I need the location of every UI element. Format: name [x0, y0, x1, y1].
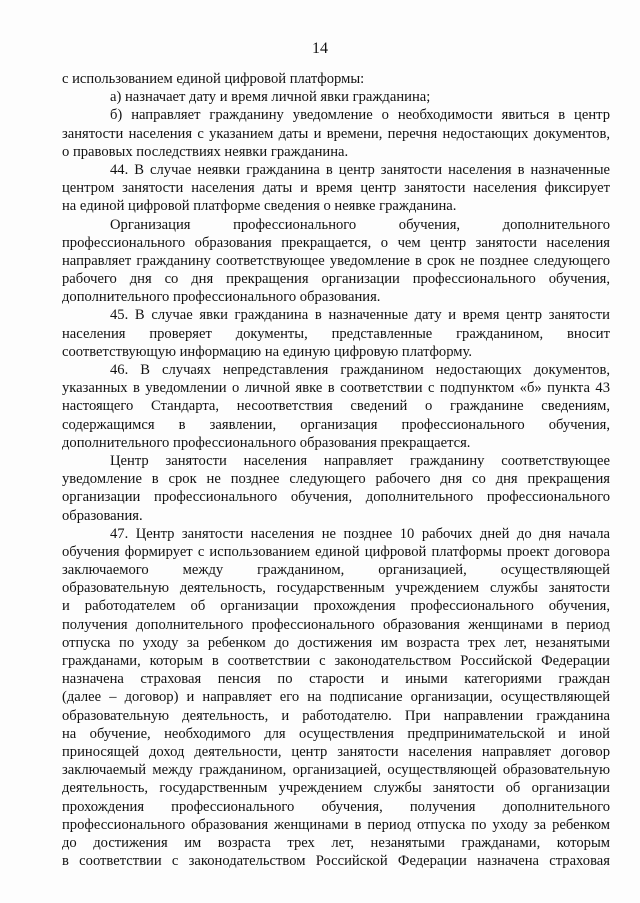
text-line: 44. В случае неявки гражданина в центр занятости населения в назначенные: [110, 161, 610, 178]
text-line: рабочего дня со дня прекращения организации профессионального обучения,: [62, 271, 610, 288]
text-line: заключаемого между гражданином, организацией, осуществляющей: [62, 562, 610, 579]
text-line: образовательную деятельность, и работодателю. При направлении гражданина: [62, 707, 610, 724]
text-line: обучения формирует с использованием единой цифровой платформы проект договора: [62, 543, 610, 560]
text-line: гражданами, которым в соответствии с законодательством Российской Федерации: [62, 653, 610, 669]
text-line: содержащимся в заявлении, организация профессионального обучения,: [62, 416, 610, 433]
text-line: а) назначает дату и время личной явки гражданина;: [110, 89, 431, 106]
text-line: организации профессионального обучения, дополнительного профессионального: [62, 489, 610, 506]
text-line: на обучение, необходимого для осуществления предпринимательской и иной: [62, 725, 610, 742]
text-line: 47. Центр занятости населения не позднее 10 рабочих дней до дня начала: [110, 525, 610, 542]
paragraph: [62, 70, 610, 88]
text-line: направляет гражданину соответствующее уведомление в срок не позднее следующего: [62, 252, 610, 269]
text-line: дополнительного профессионального образования.: [62, 289, 381, 306]
text-line: деятельность, государственным учреждением службы занятости об организации: [62, 780, 610, 797]
text-line: указанных в уведомлении о личной явке в соответствии с подпунктом «б» пункта 43: [62, 380, 610, 397]
paragraph: [62, 88, 610, 106]
text-line: заключаемый между гражданином, организацией, осуществляющей образовательную: [62, 762, 610, 779]
text-line: отпуска по уходу за ребенком до достижения им возраста трех лет, незанятыми: [62, 634, 610, 651]
text-line: Организация профессионального обучения, дополнительного: [110, 216, 610, 233]
text-line: 46. В случаях непредставления гражданином недостающих документов,: [110, 362, 610, 378]
text-line: в соответствии с законодательством Российской Федерации назначена страховая: [62, 853, 610, 870]
text-line: уведомление в срок не позднее следующего рабочего дня со дня прекращения: [62, 471, 610, 488]
text-line: соответствующую информацию на единую цифровую платформу.: [62, 343, 472, 360]
text-line: настоящего Стандарта, несоответствия сведений о гражданине сведениям,: [62, 398, 610, 415]
text-line: приносящей доход деятельности, центр занятости населения направляет договор: [62, 743, 610, 760]
page-number: 14: [312, 40, 328, 57]
text-line: профессионального образования прекращается, о чем центр занятости населения: [62, 234, 610, 251]
text-line: занятости населения с указанием даты и времени, перечня недостающих документов,: [62, 125, 610, 142]
paragraph: [62, 106, 610, 161]
text-line: образовательную деятельность, государственным учреждением службы занятости: [62, 580, 610, 597]
paragraph: [62, 452, 610, 525]
text-line: о правовых последствиях неявки гражданина.: [62, 143, 349, 160]
text-line: 45. В случае явки гражданина в назначенные дату и время центр занятости: [110, 307, 610, 324]
text-line: (далее – договор) и направляет его на подписание организации, осуществляющей: [62, 689, 610, 706]
text-line: образования.: [62, 507, 143, 524]
text-line: с использованием единой цифровой платформы:: [62, 71, 365, 87]
paragraph: [62, 161, 610, 216]
text-line: на единой цифровой платформе сведения о неявке гражданина.: [62, 198, 457, 215]
text-line: Центр занятости населения направляет гражданину соответствующее: [110, 452, 610, 469]
paragraph: [62, 306, 610, 361]
text-line: назначена страховая пенсия по старости и иными категориями граждан: [62, 671, 610, 688]
text-line: дополнительного профессионального образования прекращается.: [62, 434, 471, 451]
text-line: профессионального образования женщинами в период отпуска по уходу за ребенком: [62, 816, 610, 833]
text-line: до достижения им возраста трех лет, незанятыми гражданами, которым: [62, 834, 610, 851]
paragraph: [62, 525, 610, 871]
text-line: центром занятости населения даты и время центр занятости населения фиксирует: [62, 180, 610, 197]
document-body: [62, 70, 610, 870]
paragraph: [62, 216, 610, 307]
text-line: и работодателем об организации прохождения профессионального обучения,: [62, 598, 610, 615]
paragraph: [62, 361, 610, 452]
text-line: получения дополнительного профессионального образования женщинами в период: [62, 616, 610, 633]
text-line: прохождения профессионального обучения, получения дополнительного: [62, 798, 610, 815]
text-line: б) направляет гражданину уведомление о необходимости явиться в центр: [110, 107, 610, 124]
text-line: населения проверяет документы, представленные гражданином, вносит: [62, 325, 610, 342]
